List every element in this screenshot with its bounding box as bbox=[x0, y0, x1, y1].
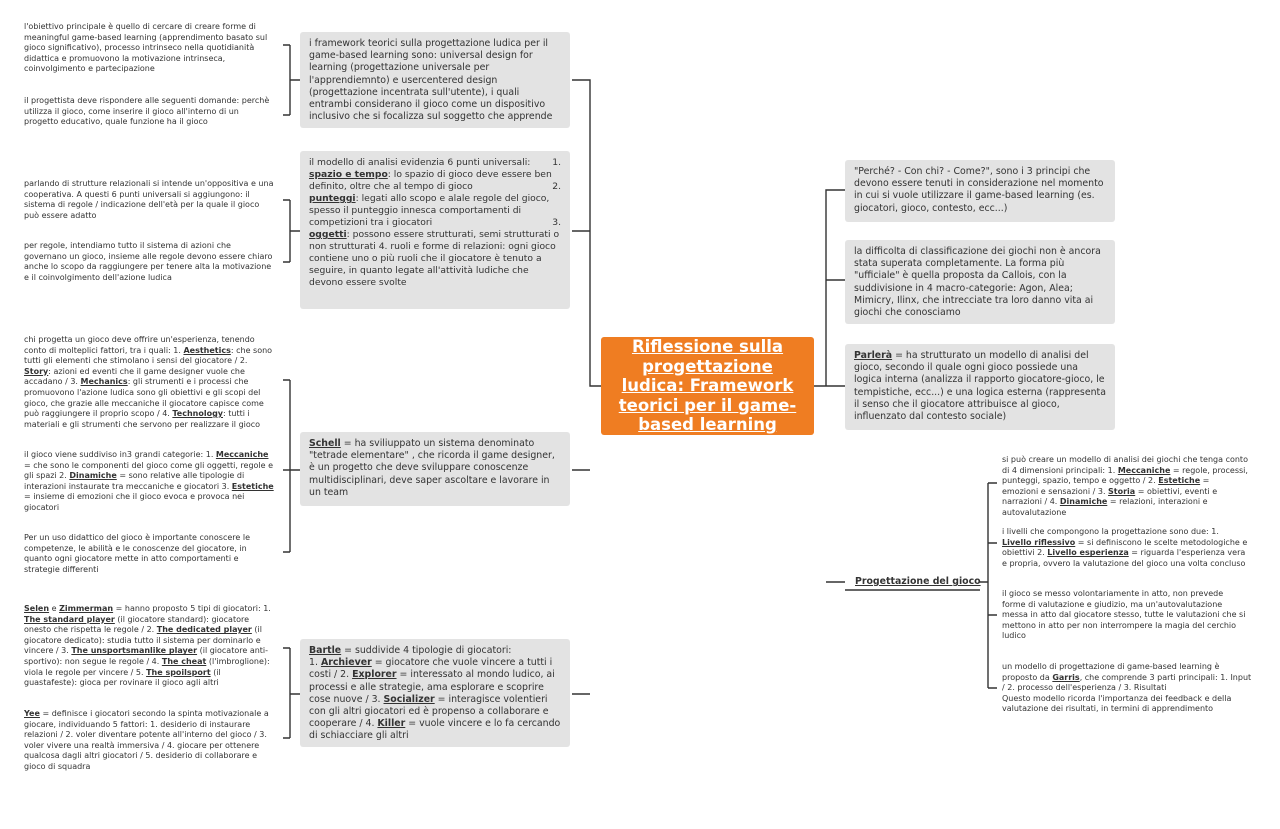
bartle-explorer: Explorer bbox=[352, 669, 397, 681]
bartle-d3: = interagisce volentieri con gli altri giocatori ed è propenso a collaborare e cooperare / 4. bbox=[309, 693, 549, 730]
bartle-name: Bartle bbox=[309, 645, 342, 656]
node-modello-analisi[interactable] bbox=[300, 151, 570, 309]
schell-text: = ha sviliuppato un sistema denominato "tetrade elementare" , che ricorda il game designer, è un progetto che deve sviluppare conoscenze multidisciplinari, deve saper ascoltare e lavorare in un team bbox=[309, 438, 555, 498]
node-framework-text: i framework teorici sulla progettazione ludica per il game-based learning sono: universal design for learning (progettazione universale per l'apprendiemnto) e usercentered design (progettazione incentrata sull'utente), i quali entrambi considerano il gioco come un dispositivo inclusivo che si focalizza sul soggetto che apprende bbox=[309, 38, 553, 123]
node-schell[interactable] bbox=[300, 432, 570, 506]
bartle-intro: = suddivide 4 tipologie di giocatori: bbox=[341, 645, 512, 656]
modello-n2: 2. bbox=[552, 181, 561, 192]
bracket-bartle bbox=[283, 648, 300, 738]
bartle-n1: 1. bbox=[309, 657, 321, 669]
modello-desc-spazio: : lo spazio di gioco deve essere ben definito, oltre che al tempo di gioco bbox=[309, 169, 552, 192]
note-zimmerman: Zimmerman bbox=[59, 604, 114, 613]
modello-desc-ruoli: 4. ruoli e forme di relazioni: ogni gioco contiene uno o più ruoli che il giocatore è tenuto a seguire, in quanto legate all'attività ludiche che devono essere svolte bbox=[309, 241, 556, 288]
note-regole: per regole, intendiamo tutto il sistema di azioni che governano un gioco, insieme alle regole devono essere chiaro anche lo scopo da raggiungere per tenere alta la motivazione e il coinvolgimento dell'azione ludica bbox=[24, 241, 273, 282]
bartle-d2: = interessato al mondo ludico, ai processi e alle strategie, ama esplorare e scoprire cose nuove / 3. bbox=[309, 669, 555, 705]
parlera-name: Parlerà bbox=[854, 350, 893, 361]
note-dimensioni: si può creare un modello di analisi dei giochi che tenga conto di 4 dimensioni principali: 1. Meccaniche = regole, processi, punteggi, spazio, tempo e oggetto / 2. Estetiche = emozioni e sensazioni / 3. Storia = obiettivi, eventi e narrazioni / 4. Dinamiche = relazioni, interazioni e autovalutazione bbox=[1002, 455, 1248, 517]
bartle-d4: = vuole vincere e lo fa cercando di schiacciare gli altri bbox=[309, 718, 561, 742]
right-trunk bbox=[814, 190, 845, 582]
bartle-socializer: Socializer bbox=[383, 693, 435, 705]
note-estetiche: Estetiche bbox=[231, 481, 274, 491]
note-yee-name: Yee bbox=[24, 709, 40, 718]
schell-name: Schell bbox=[309, 438, 341, 449]
left-trunk bbox=[572, 80, 601, 694]
node-progettazione-gioco[interactable]: Progettazione del gioco bbox=[855, 576, 981, 587]
parlera-text: = ha strutturato un modello di analisi del gioco, secondo il quale ogni gioco possiede una logica interna (analizza il rapporto giocatore-gioco, le tempistiche, ecc...) e una logica esterna (rappresenta il senso che il giocatore attribuisce al gioco, influenzato dal contesto sociale) bbox=[854, 350, 1106, 423]
central-topic[interactable] bbox=[601, 337, 814, 435]
modello-term-punteggi: punteggi bbox=[309, 193, 356, 204]
bartle-killer: Killer bbox=[377, 718, 406, 730]
modello-term-oggetti: oggetti bbox=[309, 229, 347, 240]
modello-term-spazio: spazio e tempo bbox=[309, 169, 388, 180]
modello-n1: 1. bbox=[552, 157, 561, 168]
note-uso-didattico: Per un uso didattico del gioco è importante conoscere le competenze, le abilità e le conoscenze del giocatore, in quanto ogni giocatore mette in atto comportamenti e strategie differenti bbox=[24, 533, 250, 574]
bracket-progettazione bbox=[980, 483, 997, 688]
perche-text: "Perché? - Con chi? - Come?", sono i 3 principi che devono essere tenuti in considerazione nel momento in cui si vuole utilizzare il game-based learning (es. giocatori, gioco, contesto, ecc...) bbox=[854, 166, 1104, 214]
note-story: Story bbox=[24, 366, 49, 376]
node-parlera[interactable] bbox=[845, 344, 1115, 430]
node-bartle[interactable] bbox=[300, 639, 570, 747]
bracket-modello bbox=[283, 200, 300, 262]
note-esperienza-fattori: chi progetta un gioco deve offrire un'esperienza, tenendo conto di molteplici fattori, tra i quali: 1. Aesthetics: che sono tutti gli elementi che stimolano i sensi del giocatore / 2. Story: azioni ed eventi che il game designer vuole che accadano / 3. Mechanics: gli strumenti e i processi che promuovono l'azione ludica sono gli obiettivi e gli scopi del gioco, che grazie alle meccaniche il giocatore capisce come può raggiungere il proprio scopo / 4. Technology: tutti i materiali e gli strumenti che servono per realizzare il gioco bbox=[24, 335, 273, 429]
modello-desc-punteggi: : legati allo scopo e alale regole del gioco, spesso il punteggio innesca comportamenti di competizioni tra i giocatori bbox=[309, 193, 550, 228]
modello-desc-oggetti: : possono essere strutturati, semi strutturati o non strutturati bbox=[309, 229, 560, 252]
modello-intro: il modello di analisi evidenzia 6 punti universali: bbox=[309, 157, 531, 168]
node-perche[interactable] bbox=[845, 160, 1115, 222]
note-autovalutazione: il gioco se messo volontariamente in atto, non prevede forme di valutazione e giudizio, ma un'autovalutazione messa in atto dal giocatore stesso, tutte le valutazioni che si mettono in atto per non interrompere la magia del cerchio ludico bbox=[1002, 589, 1246, 641]
note-dinamiche: Dinamiche bbox=[69, 471, 117, 481]
central-topic-title: Riflessione sulla progettazione ludica: Framework teorici per il game-based learning bbox=[618, 337, 797, 435]
node-framework[interactable] bbox=[300, 32, 570, 128]
note-strutture-relazionali: parlando di strutture relazionali si intende un'oppositiva e una cooperativa. A questi 6 punti universali si aggiungono: il sistema di regole / indicazione dell'età per la quale il gioco può essere adatto bbox=[24, 179, 274, 220]
note-progettista: il progettista deve rispondere alle seguenti domande: perchè utilizza il gioco, come inserire il gioco all'interno di un progetto educativo, quale funzione ha il gioco bbox=[24, 96, 270, 127]
bartle-d1: = giocatore che vuole vincere a tutti i costi / 2. bbox=[309, 657, 553, 681]
bracket-framework bbox=[283, 45, 300, 115]
note-mechanics: Mechanics bbox=[80, 377, 128, 387]
note-categorie: il gioco viene suddiviso in3 grandi categorie: 1. Meccaniche = che sono le componenti del gioco come gli oggetti, regole e gli spazi 2. Dinamiche = sono relative alle tipologie di interazioni instaurate tra meccaniche e giocatori 3. Estetiche = insieme di emozioni che il gioco evoca e provoca nei giocatori bbox=[24, 450, 274, 512]
note-garris-name: Garris bbox=[1052, 672, 1080, 682]
note-technology: Technology bbox=[172, 409, 224, 419]
note-selen: Selen bbox=[24, 604, 50, 613]
note-meccaniche: Meccaniche bbox=[215, 450, 269, 459]
note-aesthetics: Aesthetics bbox=[183, 345, 231, 355]
note-yee: Yee = definisce i giocatori secondo la spinta motivazionale a giocare, individuando 5 fattori: 1. desiderio di instaurare relazioni / 2. voler diventare potente all'interno del gioco / 3. voler vivere una realtà immersiva / 4. giocare per ottenere qualcosa dagli altri giocatori / 5. desiderio di collaborare e gioco di squadra bbox=[24, 709, 269, 771]
note-garris: un modello di progettazione di game-based learning è proposto da Garris, che comprende 3 parti principali: 1. Input / 2. processo dell'esperienza / 3. Risultati Questo modello ricorda l'importanza dei feedback e della valutazione dei risultati, in termini di apprendimento bbox=[1002, 662, 1252, 714]
node-difficolta[interactable] bbox=[845, 240, 1115, 324]
note-selen-zimmerman: Selen e Zimmerman = hanno proposto 5 tipi di giocatori: 1. The standard player (il giocatore standard): giocatore onesto che rispetta le regole / 2. The dedicated player (il giocatore dedicato): studia tutto il sistema per dominarlo e vincere / 3. The unsportsmanlike player (il giocatore anti-sportivo): non segue le regole / 4. The cheat (l'imbroglione): viola le regole per vincere / 5. The spoilsport (il guastafeste): gioca per rovinare il gioco agli altri bbox=[24, 604, 271, 688]
difficolta-text: la difficolta di classificazione dei giochi non è ancora stata superata completamente. La forma più "ufficiale" è quella proposta da Callois, con la suddivisione in 4 macro-categorie: Agon, Alea; Mimicry, Ilinx, che intrecciate tra loro danno vita ai giochi che conosciamo bbox=[854, 246, 1101, 319]
bracket-schell bbox=[283, 380, 300, 552]
modello-n3: 3. bbox=[552, 217, 561, 228]
note-livelli: i livelli che compongono la progettazione sono due: 1. Livello riflessivo = si definiscono le scelte metodologiche e obiettivi 2. Livello esperienza = riguarda l'esperienza vera e propria, ovvero la valutazione del gioco una volta concluso bbox=[1002, 527, 1248, 568]
bartle-archiever: Archiever bbox=[320, 657, 372, 669]
note-obiettivo: l'obiettivo principale è quello di cercare di creare forme di meaningful game-based learning (apprendimento basato sul gioco significativo), processo intrinseco nella quotidianità didattica e promuovono la motivazione intrinseca, coinvolgimento e partecipazione bbox=[24, 22, 268, 74]
